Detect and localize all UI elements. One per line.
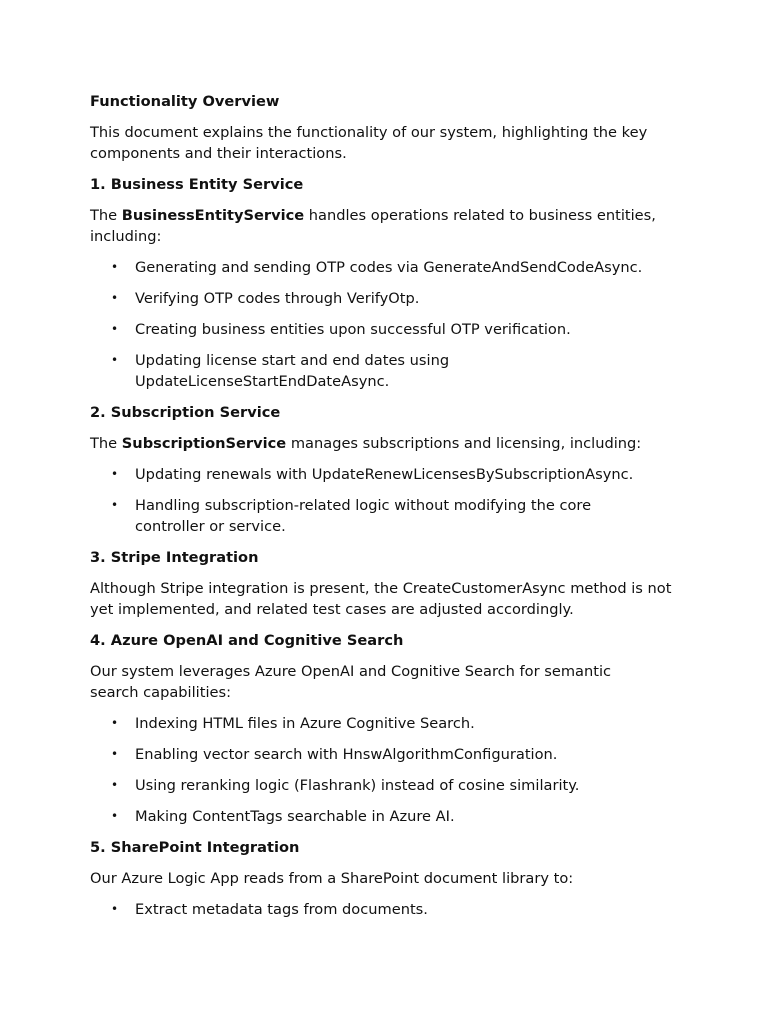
section-heading-business-entity: 1. Business Entity Service <box>90 176 304 193</box>
bullet-list-azure-openai <box>90 713 678 827</box>
list-item: • Handling subscription-related logic without modifying the core controller or service. <box>135 495 678 537</box>
list-item: • Creating business entities upon successful OTP verification. <box>135 319 678 340</box>
list-item: • Using reranking logic (Flashrank) instead of cosine similarity. <box>135 775 678 796</box>
list-item: • Verifying OTP codes through VerifyOtp. <box>135 288 678 309</box>
para-suffix: handles operations related to business entities, including: <box>90 207 656 245</box>
list-item: • Enabling vector search with HnswAlgorithmConfiguration. <box>135 744 678 765</box>
para-suffix: manages subscriptions and licensing, including: <box>286 435 642 452</box>
intro-paragraph: This document explains the functionality of our system, highlighting the key components and their interactions. <box>90 124 648 162</box>
para-prefix: The <box>90 435 122 452</box>
section-paragraph-business-entity <box>90 205 678 247</box>
list-item: • Making ContentTags searchable in Azure AI. <box>135 806 678 827</box>
para-bold-term: SubscriptionService <box>121 435 287 452</box>
section-heading-azure-openai: 4. Azure OpenAI and Cognitive Search <box>90 632 404 649</box>
section-heading-stripe: 3. Stripe Integration <box>90 549 259 566</box>
list-item: • Updating renewals with UpdateRenewLicensesBySubscriptionAsync. <box>135 464 678 485</box>
list-item: • Extract metadata tags from documents. <box>135 899 678 920</box>
para-prefix: The <box>90 207 122 224</box>
section-paragraph-sharepoint: Our Azure Logic App reads from a SharePoint document library to: <box>90 870 574 887</box>
list-item: • Updating license start and end dates using UpdateLicenseStartEndDateAsync. <box>135 350 678 392</box>
section-paragraph-subscription <box>90 433 678 454</box>
bullet-list-subscription <box>90 464 678 537</box>
bullet-list-business-entity <box>90 257 678 392</box>
section-heading-subscription: 2. Subscription Service <box>90 404 281 421</box>
bullet-list-sharepoint <box>90 899 678 920</box>
section-heading-sharepoint: 5. SharePoint Integration <box>90 839 300 856</box>
para-bold-term: BusinessEntityService <box>121 207 305 224</box>
section-paragraph-stripe: Although Stripe integration is present, the CreateCustomerAsync method is not yet implemented, and related test cases are adjusted accordingly. <box>90 580 672 618</box>
list-item: • Generating and sending OTP codes via GenerateAndSendCodeAsync. <box>135 257 678 278</box>
section-paragraph-azure-openai: Our system leverages Azure OpenAI and Cognitive Search for semantic search capabilities: <box>90 663 612 701</box>
list-item: • Indexing HTML files in Azure Cognitive Search. <box>135 713 678 734</box>
document-title: Functionality Overview <box>90 93 280 110</box>
